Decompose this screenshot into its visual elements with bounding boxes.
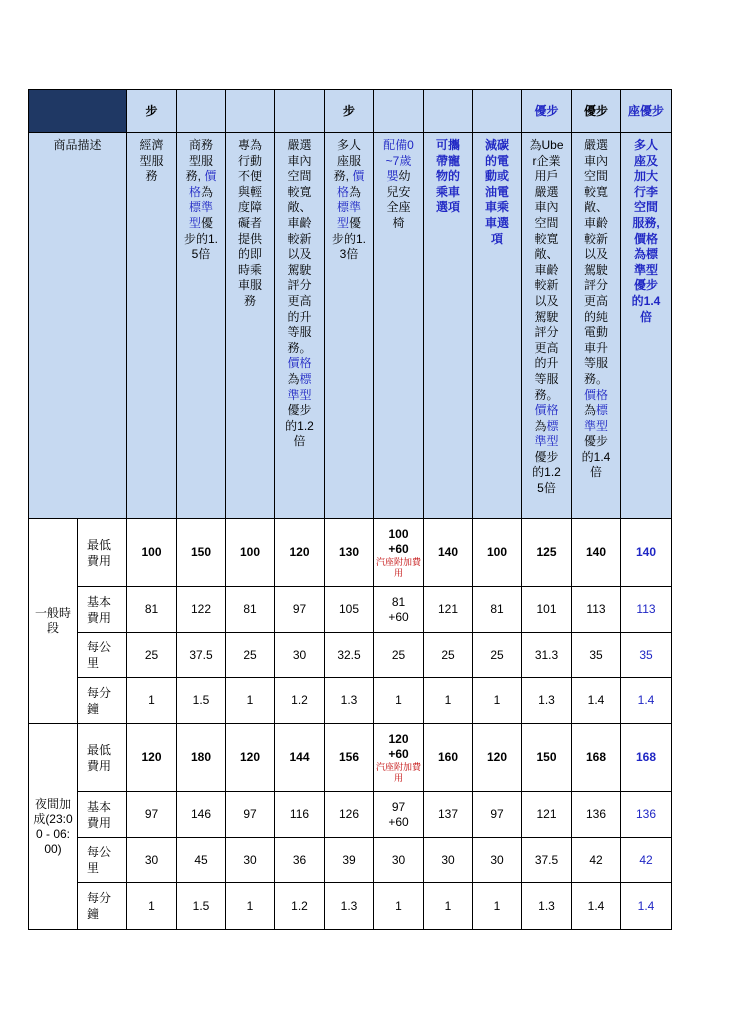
header-cell — [127, 90, 177, 133]
fare-value: 1 — [444, 898, 452, 913]
fare-value: 1.3 — [340, 898, 358, 913]
fare-value: 1.3 — [538, 693, 555, 707]
header-label: 優步 — [534, 103, 559, 118]
fare-value-cell — [177, 724, 226, 792]
description-cell — [424, 133, 473, 519]
fare-value-cell — [275, 838, 325, 883]
fare-value: 140 — [585, 545, 607, 559]
fare-value-cell — [374, 587, 424, 633]
fare-value-cell — [473, 724, 522, 792]
description-part: 價格 — [336, 169, 365, 199]
fare-value-cell — [177, 633, 226, 678]
child-seat-note: 汽座附加費用 — [375, 556, 421, 578]
description-part: 嚴選車內空間較寬敞、車齡較新以及駕駛評分更高的純電動車升等服務。 — [583, 138, 608, 386]
header-cell — [325, 90, 374, 133]
fare-value: 1 — [246, 693, 254, 707]
description-part: 為Uber企業用戶嚴選車內空間較寬敞、車齡較新以及駕駛評分更高的升等服務。 — [529, 138, 564, 402]
fare-value: 97 — [490, 807, 504, 821]
description-part: 價格 — [188, 169, 217, 199]
fare-value: 97 +60 — [388, 799, 409, 829]
fare-value: 136 — [635, 807, 657, 821]
fare-value-cell — [177, 838, 226, 883]
fare-value: 37.5 — [534, 852, 559, 867]
description-part: 型 — [596, 418, 609, 433]
fare-value-cell — [177, 587, 226, 633]
header-cell — [424, 90, 473, 133]
corner-cell — [29, 90, 127, 133]
description-label-cell — [29, 133, 127, 519]
description-part: 為 — [201, 184, 214, 199]
fare-value-cell — [177, 678, 226, 724]
header-cell — [522, 90, 572, 133]
fare-value-cell — [325, 519, 374, 587]
fare-value-cell — [275, 792, 325, 838]
fare-value-cell — [374, 724, 424, 792]
fare-value-cell — [424, 792, 473, 838]
fare-value-cell — [127, 633, 177, 678]
fare-value: 35 — [639, 647, 653, 662]
fare-value: 120 — [289, 545, 310, 559]
fare-value: 81 +60 — [388, 594, 409, 624]
fare-value-cell — [424, 678, 473, 724]
fare-row — [29, 724, 672, 792]
time-period-label: 一般時段 — [34, 606, 71, 635]
description-part: 優步的1.4倍 — [581, 434, 611, 480]
fare-type-label: 最低費用 — [87, 537, 112, 568]
fare-value: 150 — [536, 750, 557, 764]
fare-value: 30 — [243, 852, 257, 867]
header-cell — [374, 90, 424, 133]
fare-value: 1 — [395, 693, 402, 707]
description-part: 價格 — [287, 356, 312, 371]
fare-value: 137 — [437, 807, 459, 821]
fare-value-cell — [621, 724, 672, 792]
fare-value: 120 — [239, 750, 261, 764]
fare-type-label: 最低費用 — [87, 742, 112, 773]
fare-value: 121 — [536, 807, 557, 821]
fare-value-cell — [621, 838, 672, 883]
description-part: 標準型 — [336, 200, 361, 230]
description-part: 標準 — [583, 403, 609, 433]
fare-value: 25 — [243, 647, 257, 662]
fare-value-cell — [226, 519, 275, 587]
fare-value: 100 — [239, 545, 261, 559]
child-seat-note: 汽座附加費用 — [375, 761, 421, 783]
fare-value: 126 — [338, 807, 360, 821]
header-row — [29, 90, 672, 133]
fare-value-cell — [473, 792, 522, 838]
description-cell — [325, 133, 374, 519]
fare-value-cell — [127, 587, 177, 633]
time-period-label: 夜間加成(23:00 - 06:00) — [33, 796, 73, 856]
fare-value: 122 — [190, 602, 212, 616]
fare-type-cell — [78, 678, 127, 724]
fare-value: 42 — [589, 852, 603, 867]
description-text — [629, 138, 663, 325]
fare-value: 1.5 — [192, 693, 210, 707]
fare-value: 97 — [292, 602, 307, 616]
fare-value-cell — [374, 883, 424, 930]
fare-type-cell — [78, 724, 127, 792]
fare-value-cell — [275, 633, 325, 678]
fare-value-cell — [621, 883, 672, 930]
fare-value: 1 — [493, 898, 501, 913]
fare-value: 30 — [144, 852, 159, 867]
fare-value-cell — [325, 838, 374, 883]
fare-value: 1 — [493, 693, 501, 707]
description-text — [135, 138, 169, 185]
fare-value: 120 +60 — [388, 731, 409, 761]
fare-row — [29, 519, 672, 587]
description-cell — [127, 133, 177, 519]
fare-value-cell — [572, 724, 621, 792]
header-cell — [275, 90, 325, 133]
fare-value-cell — [522, 838, 572, 883]
fare-value-cell — [572, 838, 621, 883]
fare-value: 1.5 — [192, 898, 210, 913]
fare-value: 37.5 — [189, 647, 213, 662]
fare-value-cell — [572, 633, 621, 678]
description-cell — [177, 133, 226, 519]
fare-value: 30 — [441, 852, 455, 867]
fare-type-label: 每分鐘 — [87, 891, 112, 921]
fare-value-cell — [473, 883, 522, 930]
fare-row — [29, 633, 672, 678]
fare-value-cell — [325, 724, 374, 792]
fare-value: 97 — [243, 807, 257, 821]
fare-value: 168 — [635, 750, 657, 764]
fare-value: 1 — [395, 898, 402, 913]
fare-value-cell — [621, 633, 672, 678]
fare-value: 81 — [490, 602, 504, 616]
header-label: 步 — [342, 103, 355, 118]
time-period-cell — [29, 519, 78, 724]
fare-value-cell — [473, 519, 522, 587]
fare-value-cell — [325, 587, 374, 633]
description-part: 優步的1.5倍 — [184, 215, 219, 262]
fare-table — [28, 89, 672, 930]
fare-value: 31.3 — [534, 647, 559, 662]
fare-value-cell — [621, 678, 672, 724]
fare-row — [29, 883, 672, 930]
header-cell — [226, 90, 275, 133]
fare-value-cell — [424, 519, 473, 587]
fare-value-cell — [325, 883, 374, 930]
fare-value-cell — [127, 519, 177, 587]
fare-value-cell — [275, 724, 325, 792]
fare-value: 1.4 — [637, 898, 655, 913]
fare-value-cell — [621, 519, 672, 587]
fare-value-cell — [424, 883, 473, 930]
fare-value-cell — [424, 633, 473, 678]
fare-value: 1.4 — [587, 898, 605, 913]
fare-value-cell — [522, 883, 572, 930]
fare-value-cell — [473, 587, 522, 633]
description-text — [530, 138, 564, 497]
description-row — [29, 133, 672, 519]
description-part: 幼兒安全座椅 — [386, 169, 411, 230]
fare-value-cell — [572, 678, 621, 724]
fare-value: 156 — [338, 750, 360, 764]
fare-value: 136 — [585, 807, 607, 821]
fare-value-cell — [325, 633, 374, 678]
fare-value-cell — [226, 838, 275, 883]
description-cell — [473, 133, 522, 519]
fare-type-cell — [78, 792, 127, 838]
fare-value: 42 — [639, 852, 653, 867]
fare-value: 1 — [148, 898, 155, 913]
fare-value: 116 — [289, 807, 310, 821]
fare-type-label: 每公里 — [87, 845, 112, 875]
fare-value: 100 +60 — [388, 526, 409, 556]
fare-value: 100 — [486, 545, 508, 559]
description-part: 減碳的電動或油電車乘車選項 — [484, 138, 509, 246]
fare-value: 97 — [144, 807, 159, 821]
fare-value: 130 — [338, 545, 360, 559]
fare-value: 146 — [190, 807, 212, 821]
description-part: 為 — [534, 418, 547, 433]
fare-type-label: 每分鐘 — [87, 685, 112, 716]
fare-value-cell — [621, 587, 672, 633]
fare-type-cell — [78, 519, 127, 587]
header-label: 優步 — [583, 103, 608, 118]
fare-value-cell — [424, 838, 473, 883]
fare-value: 39 — [342, 852, 356, 867]
fare-table-body — [29, 90, 672, 930]
fare-value: 168 — [585, 750, 607, 764]
fare-value-cell — [127, 838, 177, 883]
description-part: 經濟型服務 — [139, 138, 164, 184]
description-part: 商務型服務, — [185, 138, 213, 184]
fare-value: 160 — [437, 750, 459, 764]
fare-value-cell — [522, 792, 572, 838]
fare-type-cell — [78, 883, 127, 930]
fare-value-cell — [127, 792, 177, 838]
description-part: 標準型 — [534, 418, 559, 449]
description-text — [283, 138, 317, 450]
fare-type-cell — [78, 587, 127, 633]
fare-value: 81 — [243, 602, 257, 616]
fare-value-cell — [572, 519, 621, 587]
fare-type-cell — [78, 633, 127, 678]
description-cell — [226, 133, 275, 519]
description-part: 優步的1.3倍 — [332, 215, 367, 262]
fare-value-cell — [275, 587, 325, 633]
fare-row — [29, 678, 672, 724]
description-part: 優步的1.2倍 — [285, 403, 314, 449]
description-part: 價格 — [583, 387, 608, 402]
description-part: 多人座服務, — [333, 138, 361, 184]
fare-value-cell — [374, 519, 424, 587]
fare-value-cell — [473, 633, 522, 678]
fare-value: 1.4 — [637, 693, 655, 707]
fare-value-cell — [572, 587, 621, 633]
time-period-cell — [29, 724, 78, 930]
description-text — [382, 138, 416, 232]
fare-value-cell — [127, 883, 177, 930]
fare-value: 144 — [289, 750, 310, 764]
fare-value: 30 — [490, 852, 504, 867]
fare-value-cell — [374, 633, 424, 678]
fare-value-cell — [177, 883, 226, 930]
description-part: 嚴選車內空間較寬敞、車齡較新以及駕駛評分更高的升等服務。 — [287, 138, 312, 355]
fare-value: 81 — [144, 602, 159, 616]
description-text — [332, 138, 366, 263]
fare-value-cell — [374, 838, 424, 883]
fare-value-cell — [177, 792, 226, 838]
fare-value-cell — [424, 724, 473, 792]
description-part: 標準型 — [287, 371, 312, 402]
fare-value: 30 — [391, 852, 406, 867]
header-cell — [177, 90, 226, 133]
fare-value: 30 — [292, 647, 307, 662]
fare-value-cell — [127, 724, 177, 792]
description-part: 標準型 — [188, 200, 213, 230]
header-label: 座優步 — [627, 103, 664, 118]
fare-type-cell — [78, 838, 127, 883]
fare-value-cell — [522, 587, 572, 633]
fare-value: 1 — [444, 693, 452, 707]
description-cell — [275, 133, 325, 519]
fare-value: 140 — [437, 545, 459, 559]
description-text — [233, 138, 267, 310]
fare-value: 1.3 — [340, 693, 358, 707]
fare-value-cell — [522, 678, 572, 724]
fare-value: 25 — [441, 647, 455, 662]
description-part: 專為行動不便與輕度障礙者提供的即時乘車服務 — [237, 138, 262, 308]
fare-value: 25 — [144, 647, 159, 662]
fare-value-cell — [325, 678, 374, 724]
description-part: 多人座及加大行李空間服務, 價格為標準型優步的1.4倍 — [631, 138, 661, 324]
fare-value: 1.2 — [291, 693, 308, 707]
fare-value: 1.2 — [291, 898, 308, 913]
description-part: 可攜帶寵物的乘車選項 — [435, 138, 460, 215]
fare-value: 113 — [636, 602, 656, 616]
fare-value-cell — [127, 678, 177, 724]
description-part: 為 — [287, 371, 300, 386]
fare-value-cell — [275, 678, 325, 724]
fare-value: 101 — [536, 602, 557, 616]
fare-value-cell — [522, 519, 572, 587]
fare-value: 140 — [635, 545, 657, 559]
fare-value-cell — [226, 633, 275, 678]
fare-value: 150 — [190, 545, 212, 559]
fare-type-label: 基本費用 — [87, 594, 112, 625]
fare-value-cell — [226, 724, 275, 792]
fare-row — [29, 838, 672, 883]
fare-row — [29, 587, 672, 633]
description-text — [579, 138, 613, 481]
description-label: 商品描述 — [53, 138, 102, 152]
fare-type-label: 每公里 — [87, 640, 112, 670]
fare-value: 1 — [246, 898, 254, 913]
description-cell — [621, 133, 672, 519]
fare-value: 120 — [486, 750, 508, 764]
description-cell — [572, 133, 621, 519]
header-label: 步 — [145, 103, 158, 118]
description-part: 配備0~7歲嬰 — [383, 138, 414, 184]
fare-value: 125 — [536, 545, 557, 559]
fare-value-cell — [374, 792, 424, 838]
description-text — [431, 138, 465, 216]
fare-value-cell — [275, 519, 325, 587]
fare-value-cell — [325, 792, 374, 838]
fare-value: 1.4 — [587, 693, 605, 707]
fare-value: 25 — [391, 647, 406, 662]
fare-value: 113 — [586, 602, 606, 616]
description-part: 價格 — [534, 403, 559, 418]
description-text — [480, 138, 514, 247]
fare-value: 120 — [141, 750, 162, 764]
fare-value-cell — [572, 792, 621, 838]
fare-value: 45 — [194, 852, 208, 867]
fare-value-cell — [226, 678, 275, 724]
fare-value: 121 — [437, 602, 459, 616]
fare-value-cell — [572, 883, 621, 930]
fare-value-cell — [226, 792, 275, 838]
fare-value-cell — [473, 678, 522, 724]
fare-row — [29, 792, 672, 838]
fare-type-label: 基本費用 — [87, 799, 112, 830]
fare-value: 36 — [292, 852, 307, 867]
fare-value-cell — [473, 838, 522, 883]
fare-value-cell — [522, 633, 572, 678]
description-cell — [374, 133, 424, 519]
fare-value: 1 — [148, 693, 155, 707]
fare-value-cell — [374, 678, 424, 724]
description-cell — [522, 133, 572, 519]
fare-value-cell — [621, 792, 672, 838]
description-part: 為 — [349, 184, 362, 199]
fare-value-cell — [424, 587, 473, 633]
fare-value: 100 — [141, 545, 162, 559]
fare-value: 1.3 — [538, 898, 555, 913]
header-cell — [572, 90, 621, 133]
fare-value-cell — [226, 587, 275, 633]
fare-value-cell — [177, 519, 226, 587]
description-part: 為 — [583, 403, 596, 418]
header-cell — [621, 90, 672, 133]
fare-value-cell — [522, 724, 572, 792]
fare-value: 32.5 — [337, 647, 361, 662]
description-part: 優步的1.25倍 — [532, 449, 561, 496]
fare-value-cell — [226, 883, 275, 930]
description-text — [184, 138, 218, 263]
fare-value: 105 — [338, 602, 360, 616]
fare-value: 180 — [190, 750, 212, 764]
fare-value: 25 — [490, 647, 504, 662]
fare-value: 35 — [589, 647, 603, 662]
header-cell — [473, 90, 522, 133]
fare-value-cell — [275, 883, 325, 930]
